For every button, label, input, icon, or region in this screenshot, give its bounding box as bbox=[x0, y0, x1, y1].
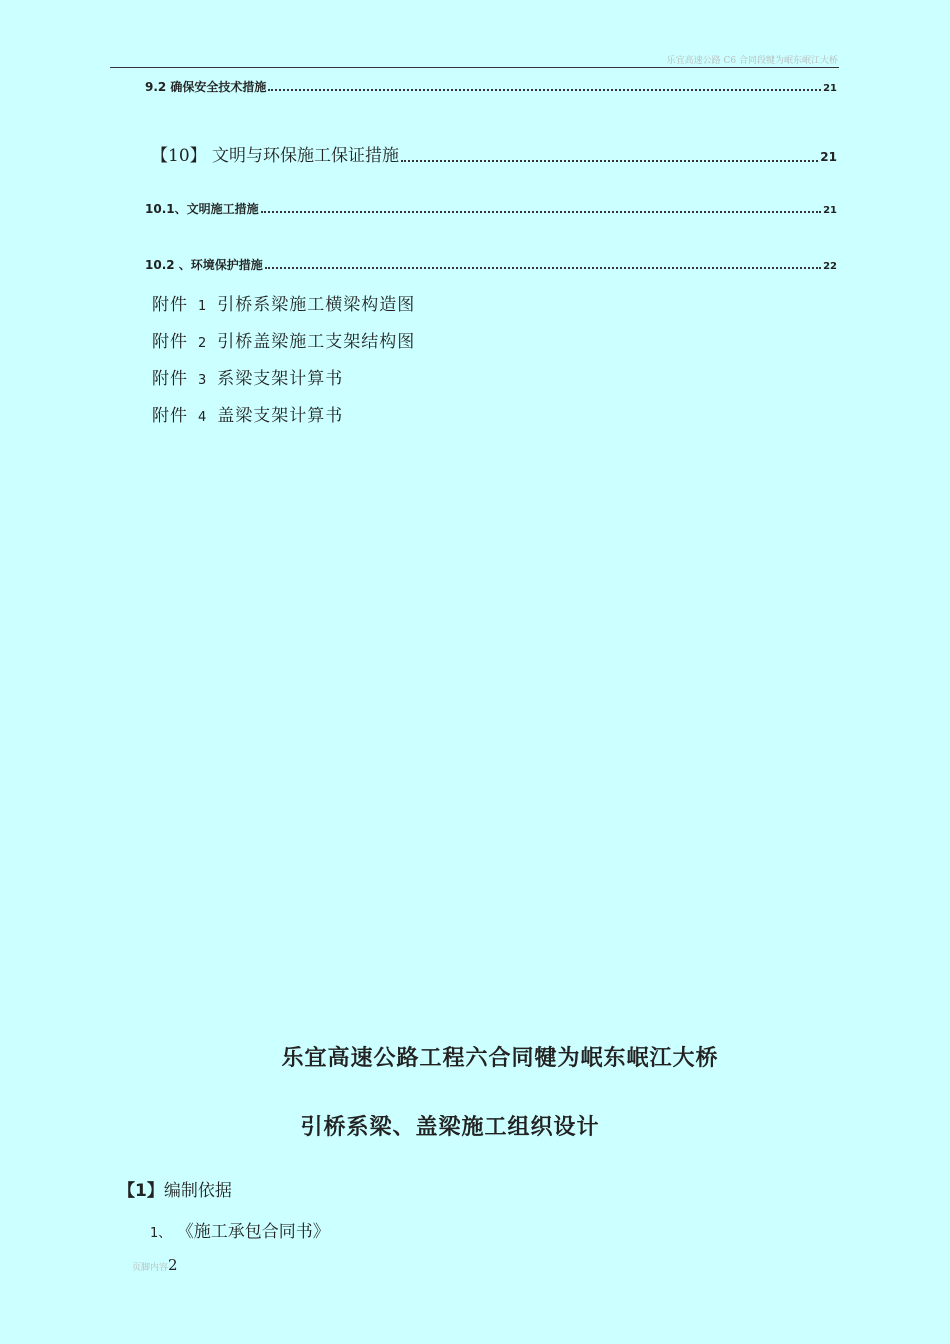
section-label: 编制依据 bbox=[163, 1181, 232, 1201]
toc-page-number: 22 bbox=[823, 261, 837, 272]
toc-leader bbox=[268, 89, 821, 91]
toc-entry-label: 9.2 确保安全技术措施 bbox=[145, 80, 267, 94]
toc-entry[interactable] bbox=[151, 141, 837, 166]
attachment-title: 系梁支架计算书 bbox=[217, 369, 344, 389]
attachment-prefix: 附件 bbox=[152, 332, 188, 352]
attachment-item bbox=[152, 401, 343, 426]
toc-entry[interactable] bbox=[145, 200, 837, 217]
toc-page-number: 21 bbox=[823, 83, 837, 94]
footer-label: 页脚内容 bbox=[132, 1263, 169, 1273]
toc-leader bbox=[401, 160, 818, 162]
toc-page-number: 21 bbox=[823, 205, 837, 216]
running-header: 乐宜高速公路 C6 合同段犍为岷东岷江大桥 bbox=[666, 56, 838, 66]
document-title: 乐宜高速公路工程六合同犍为岷东岷江大桥 bbox=[281, 1045, 719, 1071]
attachment-prefix: 附件 bbox=[152, 369, 188, 389]
attachment-prefix: 附件 bbox=[152, 406, 188, 426]
section-heading bbox=[118, 1176, 232, 1201]
attachment-title: 盖梁支架计算书 bbox=[217, 406, 344, 426]
attachment-item bbox=[152, 364, 343, 389]
list-item bbox=[150, 1217, 330, 1242]
toc-leader bbox=[261, 211, 821, 213]
attachment-number: 2 bbox=[198, 336, 208, 351]
header-rule bbox=[110, 67, 839, 68]
list-item-text: 《施工承包合同书》 bbox=[185, 1222, 330, 1242]
toc-entry-label: 10.2 、环境保护措施 bbox=[145, 258, 263, 272]
attachment-title: 引桥盖梁施工支架结构图 bbox=[217, 332, 416, 352]
toc-entry[interactable] bbox=[145, 78, 837, 95]
attachment-number: 3 bbox=[198, 373, 208, 388]
section-number: 【1】 bbox=[118, 1181, 164, 1201]
toc-entry-label: 【10】 文明与环保施工保证措施 bbox=[151, 146, 400, 166]
document-subtitle: 引桥系梁、盖梁施工组织设计 bbox=[300, 1114, 600, 1140]
page-footer bbox=[132, 1256, 178, 1274]
attachment-prefix: 附件 bbox=[152, 295, 188, 315]
attachment-number: 1 bbox=[198, 299, 208, 314]
attachment-item bbox=[152, 327, 415, 352]
attachment-title: 引桥系梁施工横梁构造图 bbox=[217, 295, 416, 315]
list-item-number: 1、 bbox=[150, 1226, 172, 1241]
toc-entry[interactable] bbox=[145, 256, 837, 273]
attachment-item bbox=[152, 290, 415, 315]
toc-leader bbox=[265, 267, 821, 269]
toc-entry-label: 10.1、文明施工措施 bbox=[145, 202, 259, 216]
attachment-number: 4 bbox=[198, 410, 208, 425]
toc-page-number: 21 bbox=[820, 150, 837, 164]
page-number: 2 bbox=[168, 1256, 178, 1274]
